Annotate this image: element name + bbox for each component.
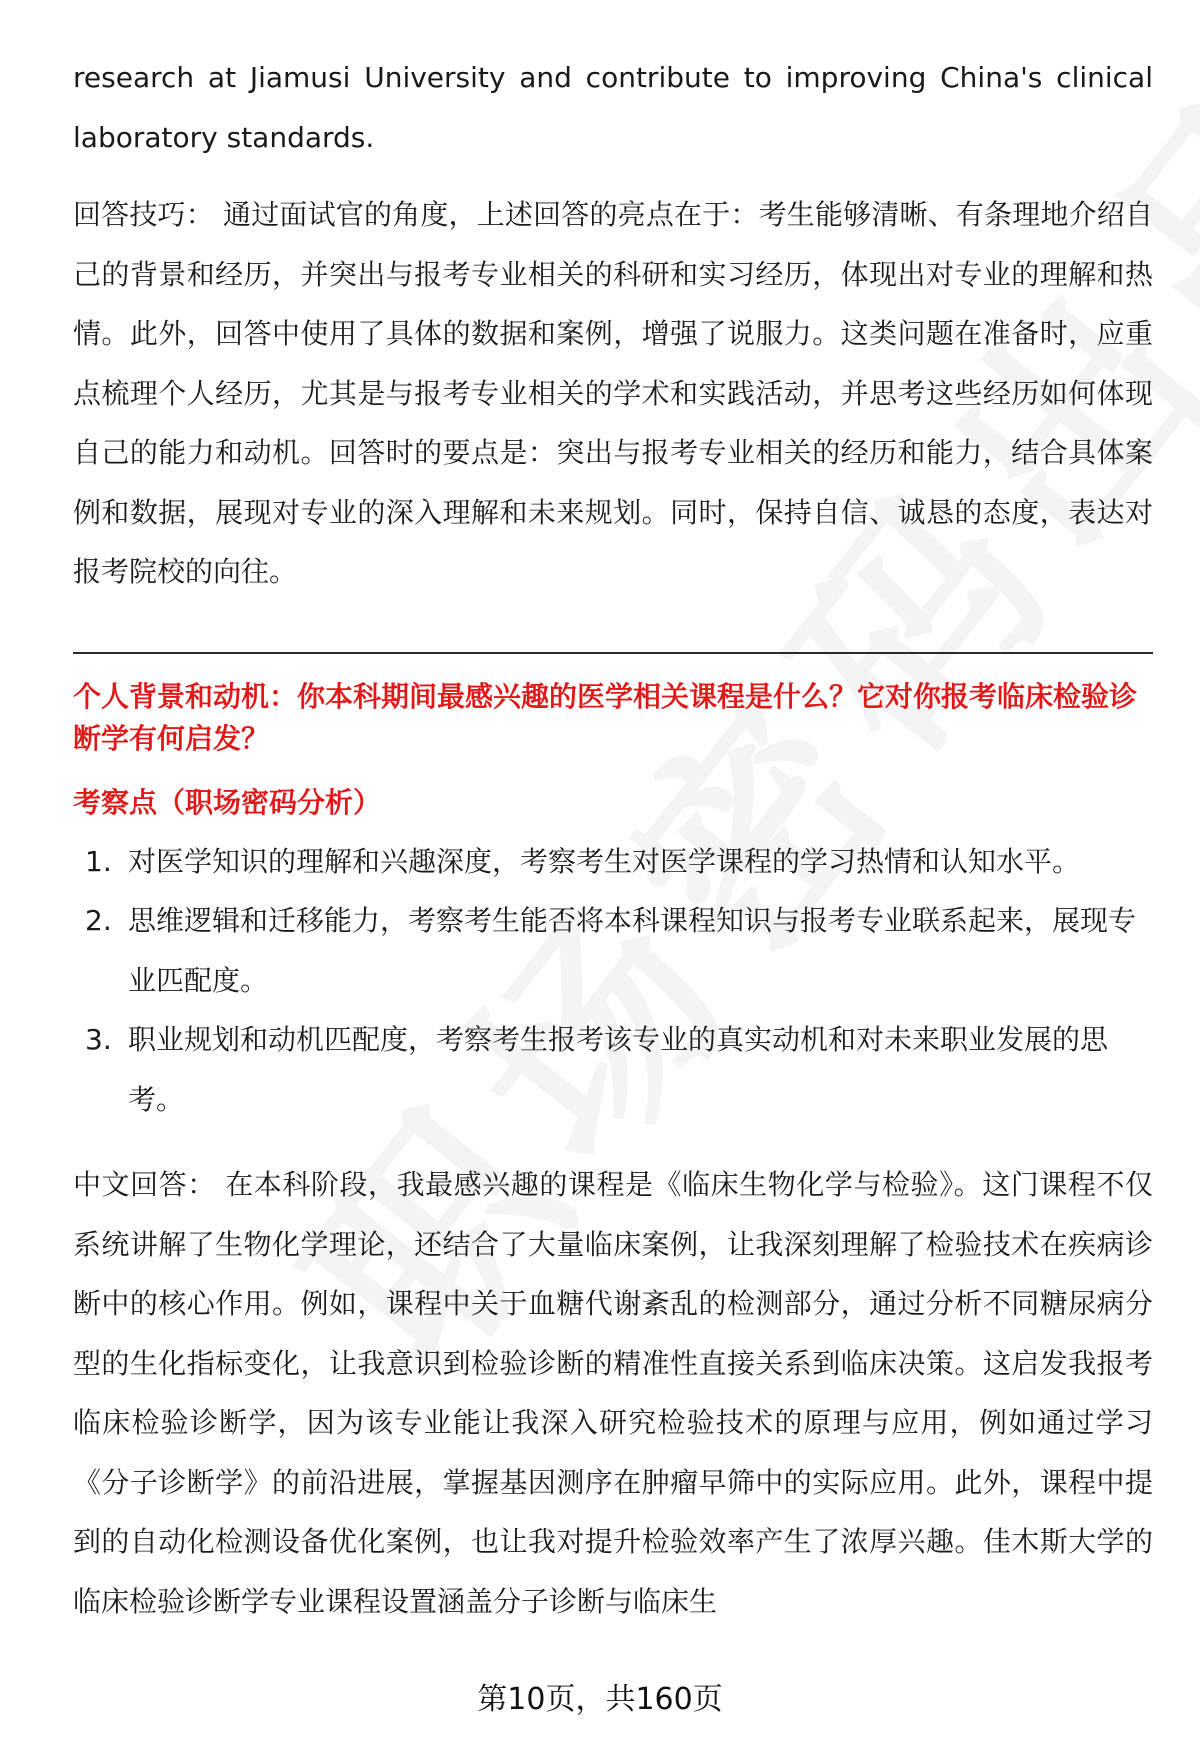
list-number: 1. [85, 844, 112, 878]
document-page [73, 48, 1153, 1631]
assessment-heading: 考察点（职场密码分析） [73, 785, 382, 819]
assessment-list [73, 832, 1153, 1130]
list-item-text: 职业规划和动机匹配度，考察考生报考该专业的真实动机和对未来职业发展的思考。 [128, 1023, 1109, 1116]
list-item-text: 思维逻辑和迁移能力，考察考生能否将本科课程知识与报考专业联系起来，展现专业匹配度。 [128, 904, 1137, 997]
list-item [73, 832, 1153, 892]
list-number: 2. [85, 904, 112, 937]
list-item-text: 对医学知识的理解和兴趣深度，考察考生对医学课程的学习热情和认知水平。 [128, 844, 1081, 878]
tips-paragraph: 回答技巧： 通过面试官的角度，上述回答的亮点在于：考生能够清晰、有条理地介绍自己的背景和经历，并突出与报考专业相关的科研和实习经历，体现出对专业的理解和热情。此外，回答中使用了具体的数据和案例，增强了说服力。这类问题在准备时，应重点梳理个人经历，尤其是与报考专业相关的学术和实践活动，并思考这些经历如何体现自己的能力和动机。回答时的要点是：突出与报考专业相关的经历和能力，结合具体案例和数据，展现对专业的深入理解和未来规划。同时，保持自信、诚恳的态度，表达对报考院校的向往。 [73, 198, 1153, 588]
list-item [73, 1010, 1153, 1129]
intro-paragraph: research at Jiamusi University and contribute to improving China's clinical laboratory standards. [73, 61, 1153, 154]
list-number: 3. [85, 1023, 112, 1056]
answer-paragraph: 中文回答： 在本科阶段，我最感兴趣的课程是《临床生物化学与检验》。这门课程不仅系统讲解了生物化学理论，还结合了大量临床案例，让我深刻理解了检验技术在疾病诊断中的核心作用。例如，课程中关于血糖代谢紊乱的检测部分，通过分析不同糖尿病分型的生化指标变化，让我意识到检验诊断的精准性直接关系到临床决策。这启发我报考临床检验诊断学，因为该专业能让我深入研究检验技术的原理与应用，例如通过学习《分子诊断学》的前沿进展，掌握基因测序在肿瘤早筛中的实际应用。此外，课程中提到的自动化检测设备优化案例，也让我对提升检验效率产生了浓厚兴趣。佳木斯大学的临床检验诊断学专业课程设置涵盖分子诊断与临床生 [73, 1168, 1153, 1618]
page-number: 第10页，共160页 [477, 1682, 723, 1717]
list-item [73, 891, 1153, 1010]
section-divider [73, 652, 1153, 654]
question-title: 个人背景和动机：你本科期间最感兴趣的医学相关课程是什么？它对你报考临床检验诊断学有何启发？ [73, 679, 1138, 755]
